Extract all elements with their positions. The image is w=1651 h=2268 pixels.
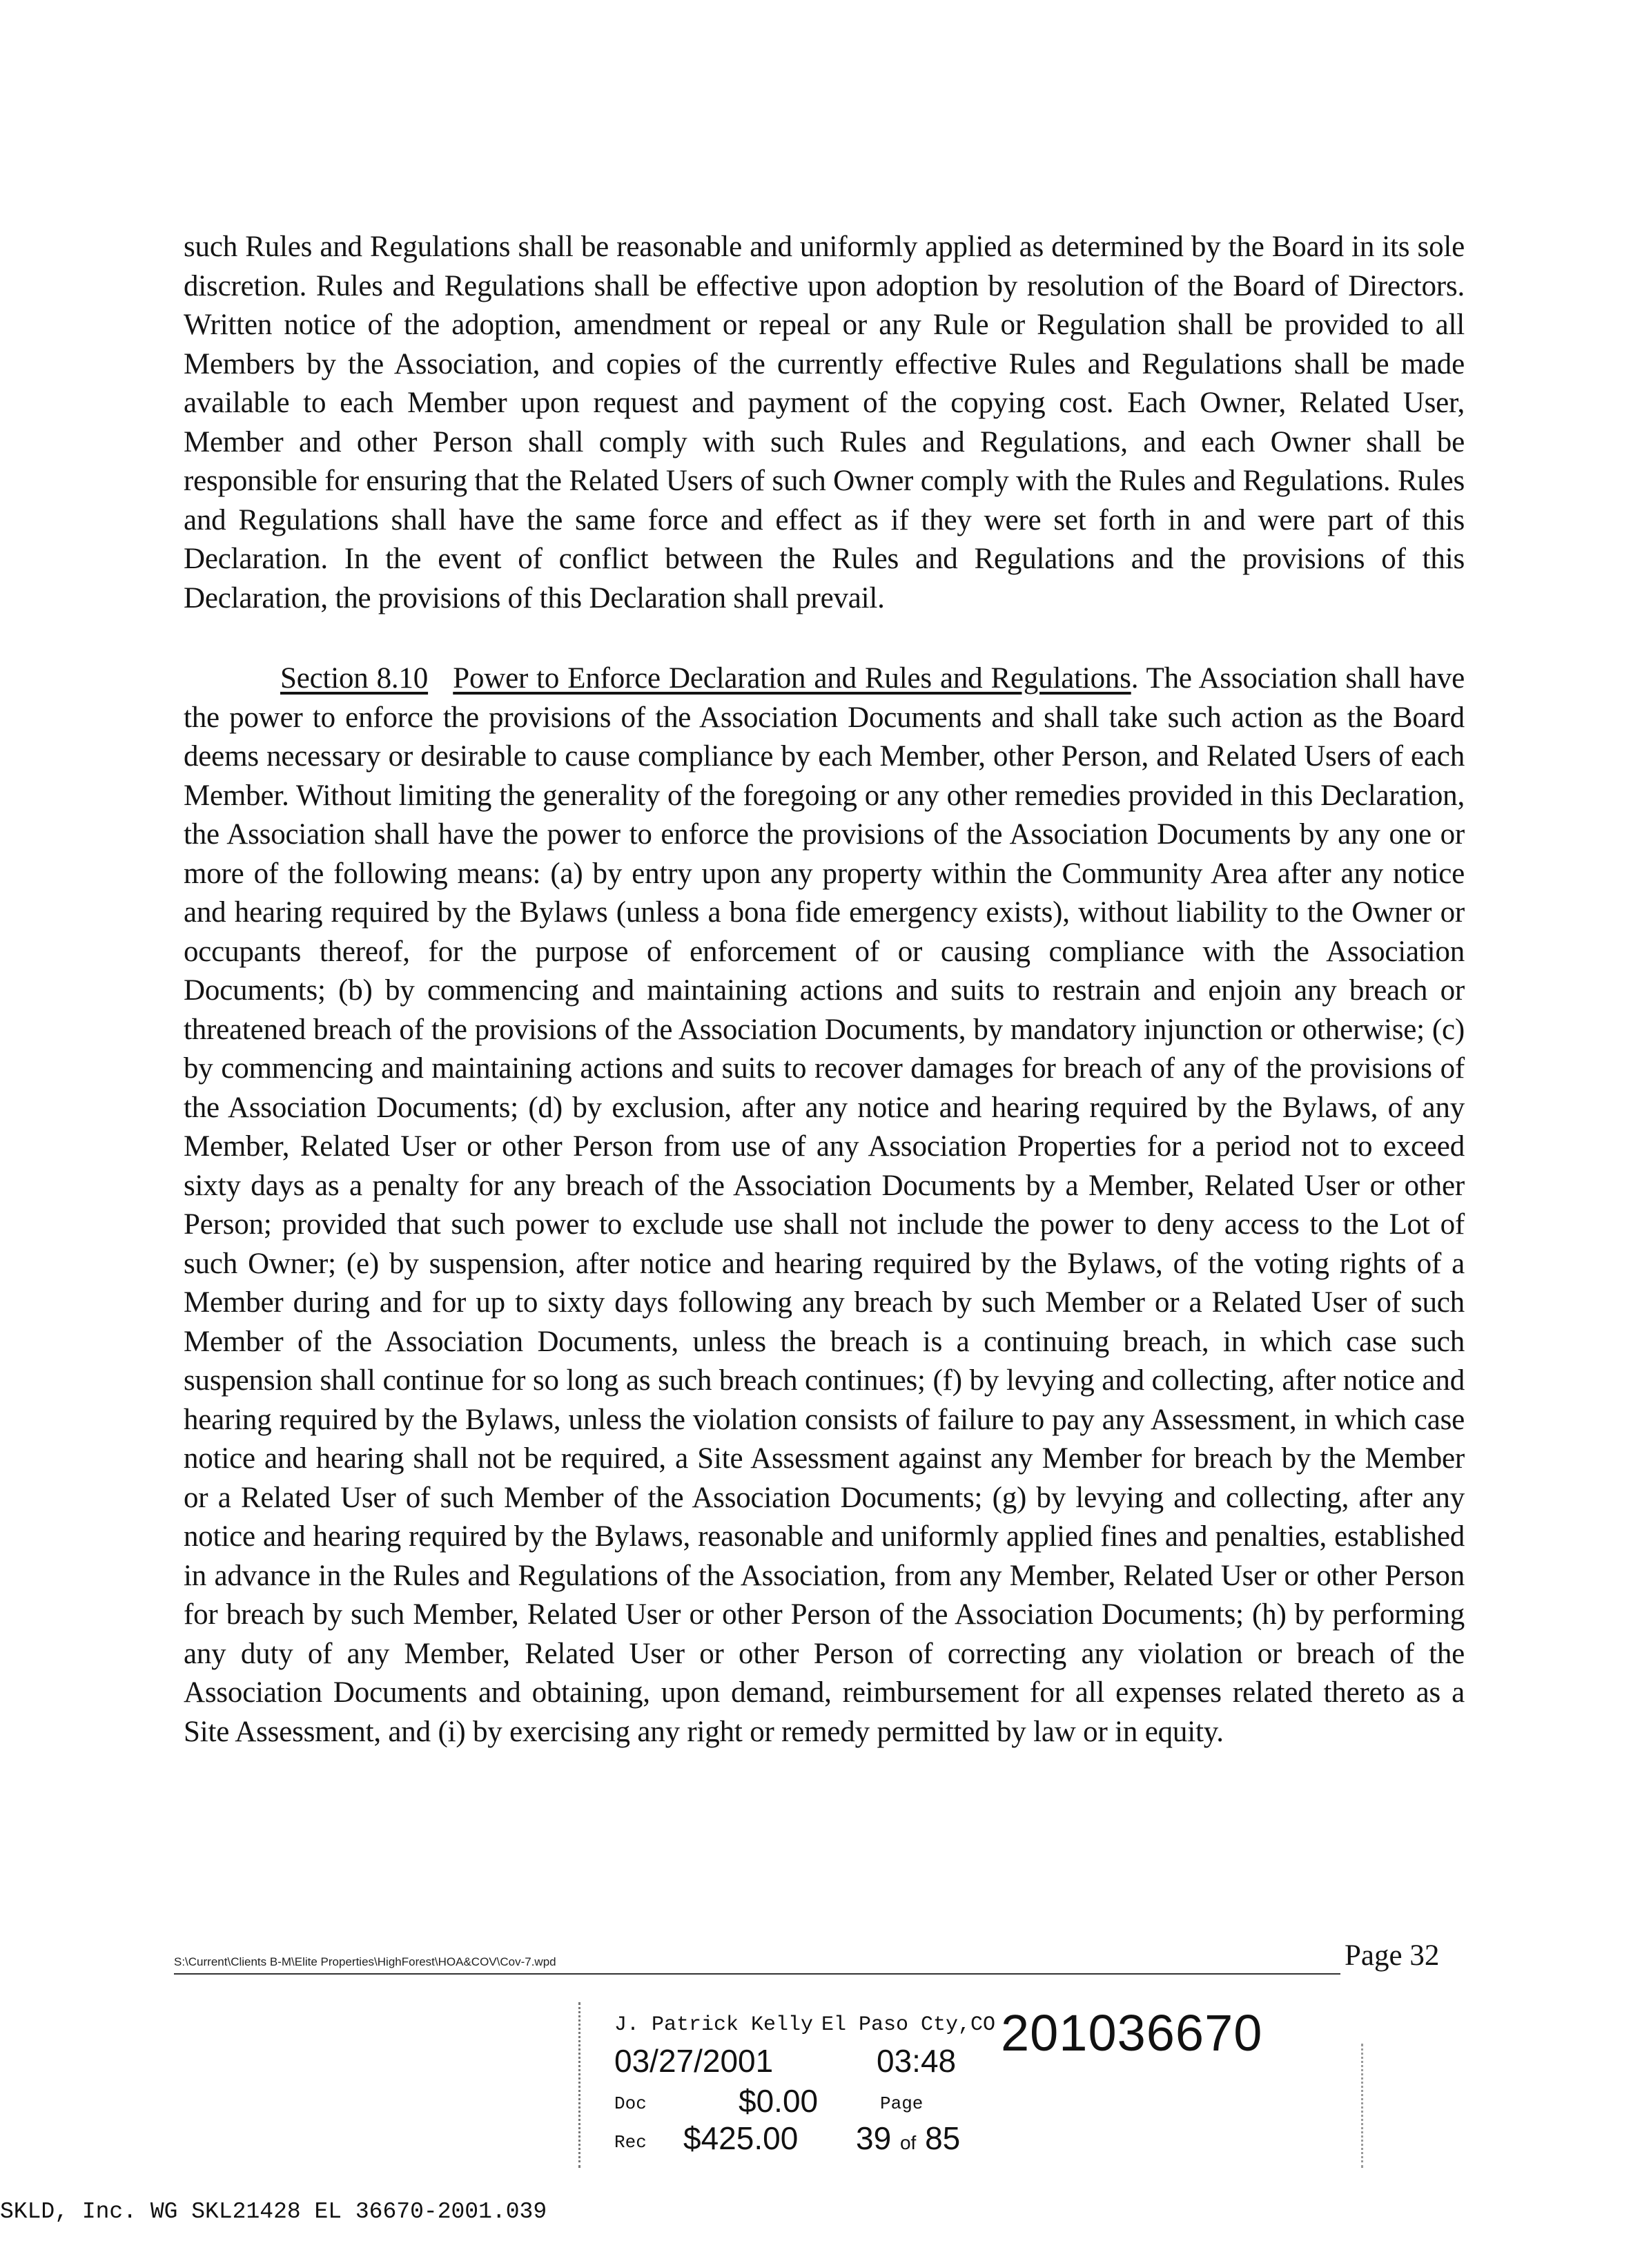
page-of-total — [856, 2120, 960, 2157]
section-8-10-paragraph — [184, 659, 1465, 1752]
stamp-page-number: 39 — [856, 2120, 892, 2156]
footer-divider — [174, 1973, 1340, 1975]
rec-fee-label: Rec — [614, 2132, 647, 2153]
document-number: 201036670 — [1001, 2004, 1263, 2062]
file-path: S:\Current\Clients B-M\Elite Properties\HighForest\HOA&COV\Cov-7.wpd — [174, 1955, 556, 1968]
recording-time: 03:48 — [877, 2043, 957, 2079]
rec-fee: $425.00 — [683, 2120, 799, 2156]
recording-date: 03/27/2001 — [614, 2043, 774, 2079]
section-number: Section 8.10 — [280, 662, 429, 695]
page-label: Page — [880, 2093, 924, 2114]
paragraph-rules-regulations: such Rules and Regulations shall be reasonable and uniformly applied as determined by the Board in its sole discretion. Rules and Regulations shall be effective upon adoption by resolution of the Board of Directors. Written notice of the adoption, amendment or repeal or any Rule or Regulation shall be provided to all Members by the Association, and copies of the currently effective Rules and Regulations shall be made available to each Member upon request and payment of the copying cost. Each Owner, Related User, Member and other Person shall comply with such Rules and Regulations, and each Owner shall be responsible for ensuring that the Related Users of such Owner comply with the Rules and Regulations. Rules and Regulations shall have the same force and effect as if they were set forth in and were part of this Declaration. In the event of conflict between the Rules and Regulations and the provisions of this Declaration, the provisions of this Declaration shall prevail. — [184, 231, 1465, 614]
page-number: Page 32 — [1345, 1939, 1440, 1972]
doc-fee: $0.00 — [739, 2083, 819, 2119]
section-heading: Power to Enforce Declaration and Rules and Regulations — [453, 662, 1131, 695]
scan-identifier: SKLD, Inc. WG SKL21428 EL 36670-2001.039 — [0, 2199, 547, 2225]
doc-fee-label: Doc — [614, 2093, 647, 2114]
recording-county: El Paso Cty,CO — [821, 2013, 996, 2037]
stamp-page-total: 85 — [925, 2120, 961, 2156]
recorder-name: J. Patrick Kelly — [614, 2013, 814, 2037]
recording-stamp — [566, 2004, 1380, 2168]
section-body: . The Association shall have the power to enforce the provisions of the Association Documents and shall take such action as the Board deems necessary or desirable to cause compliance by each Member, other Person, and Related Users of each Member. Without limiting the generality of the foregoing or any other remedies provided in this Declaration, the Association shall have the power to enforce the provisions of the Association Documents by any one or more of the following means: (a) by entry upon any property within the Community Area after any notice and hearing required by the Bylaws (unless a bona fide emergency exists), without liability to the Owner or occupants thereof, for the purpose of enforcement of or causing compliance with the Association Documents; (b) by commencing and maintaining actions and suits to restrain and enjoin any breach or threatened breach of the provisions of the Association Documents, by mandatory injunction or otherwise; (c) by commencing and maintaining actions and suits to recover damages for breach of any of the provisions of the Association Documents; (d) by exclusion, after any notice and hearing required by the Bylaws, of any Member, Related User or other Person from use of any Association Properties for a period not to exceed sixty days as a penalty for any breach of the Association Documents by a Member, Related User or other Person; provided that such power to exclude use shall not include the power to deny access to the Lot of such Owner; (e) by suspension, after notice and hearing required by the Bylaws, of the voting rights of a Member during and for up to sixty days following any breach by such Member or a Related User of such Member of the Association Documents, unless the breach is a continuing breach, in which case such suspension shall continue for so long as such breach continues; (f) by levying and collecting, after notice and hearing required by the Bylaws, unless the violation consists of failure to pay any Assessment, in which case notice and hearing shall not be required, a Site Assessment against any Member for breach by the Member or a Related User of such Member of the Association Documents; (g) by levying and collecting, after any notice and hearing required by the Bylaws, reasonable and uniformly applied fines and penalties, established in advance in the Rules and Regulations of the Association, from any Member, Related User or other Person for breach by such Member, Related User or other Person of the Association Documents; (h) by performing any duty of any Member, Related User or other Person of correcting any violation or breach of the Association Documents and obtaining, upon demand, reimbursement for all expenses related thereto as a Site Assessment, and (i) by exercising any right or remedy permitted by law or in equity. — [184, 662, 1465, 1748]
of-label: of — [899, 2132, 917, 2153]
